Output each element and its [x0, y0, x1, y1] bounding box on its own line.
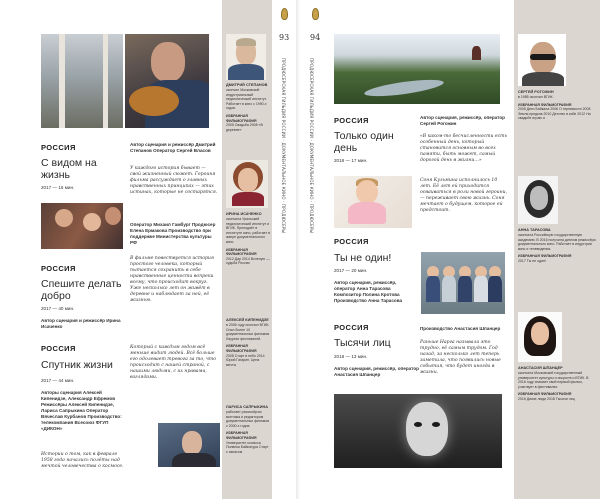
filmography-heading: ИЗБРАННАЯ ФИЛЬМОГРАФИЯ	[226, 344, 257, 353]
film-quote: «В каком-то бесчисленности есть особенный день, который становится основным во всех памяти, быть может, самый дорогой день в жизни…»	[420, 134, 508, 163]
person-name: СЕРГЕЙ РОГОЖИН	[518, 90, 554, 94]
photo-woman-portrait	[226, 160, 268, 208]
filmography-list: 2005 Дети Байкала 2006 О терпимости 2008 Земля предков 2010 Детство в избе 2012 На свадьбе играю я	[518, 107, 591, 121]
film-credits: Автор сценария, режиссёр, оператор Сергей Рогожин	[420, 115, 505, 126]
person-bio: окончила Уральский педагогический институт и ВГИК. Преподаёт в институте кино, работает в жанре документального кино.	[226, 217, 270, 244]
film-title: Только один день	[334, 130, 394, 154]
photo-baby-girl	[334, 176, 412, 228]
film-meta: 2018 — 13 мин.	[334, 354, 368, 359]
guild-emblem-icon	[312, 8, 319, 20]
photo-man-sunglasses	[518, 34, 566, 86]
film-title: Спутник жизни	[41, 359, 113, 371]
film-meta: 2017 — 20 мин.	[334, 268, 368, 273]
country-label: РОССИЯ	[334, 237, 369, 246]
sidebar-entry	[518, 228, 596, 264]
person-name: АНАСТАСИЯ ШПАНЦЕР	[518, 366, 563, 370]
filmography-list: 2017 Ты не один!	[518, 258, 546, 263]
country-label: РОССИЯ	[41, 143, 76, 152]
sidebar-entry	[226, 318, 270, 367]
photo-woman-bw	[518, 176, 558, 224]
person-bio: окончила Российскую государственную академию. В 2016 получила диплом режиссёра документального кино. Работает в индустрии кино и телевидения.	[518, 233, 596, 251]
filmography-heading: ИЗБРАННАЯ ФИЛЬМОГРАФИЯ	[518, 102, 572, 107]
filmography-list: 2012 Дар 2014 Вслепую — судьба России	[226, 256, 270, 266]
film-credits: Автор сценария и режиссёр Дмитрий Степанов Оператор Сергей Власов	[130, 142, 216, 153]
sidebar-entry	[226, 83, 270, 132]
photo-children	[41, 203, 123, 249]
filmography-list: Университет космоса Полвека Байконура Старт с запасом	[226, 440, 269, 454]
country-label: РОССИЯ	[334, 116, 369, 125]
filmography-list: 2016 Дикие люди 2018 Тысячи лиц	[518, 396, 575, 401]
photo-window-winter	[41, 34, 123, 128]
person-bio: в 1985 окончил ВГИК.	[518, 95, 554, 99]
film-credits: Автор сценария, режиссёр, оператор Анна Тарасова Композитор Полина Кротова Производство Анна Тарасова	[334, 280, 403, 303]
filmography-heading: ИЗБРАННАЯ ФИЛЬМОГРАФИЯ	[518, 254, 572, 259]
film-credits: Автор сценария и режиссёр Ирина Исаченко	[41, 318, 121, 329]
film-meta: 2017 — 16 мин.	[41, 185, 75, 190]
person-bio: работает режиссёром монтажа и редактором документальных фильмов с 2000-х годов.	[226, 410, 270, 428]
photo-director-portrait	[158, 423, 220, 467]
film-title: Тысячи лиц	[334, 337, 391, 349]
person-bio: в 2006 году окончил ВГИК. Снял более 10 документальных фильмов. Лауреат фестивалей.	[226, 323, 270, 341]
spine-running-title: ПРОДЮСЕРСКАЯ ГИЛЬДИЯ РОССИИ · ДОКУМЕНТАЛЬНОЕ КИНО · ПРОДЮСЕРЫ	[309, 58, 314, 234]
filmography-list: 2005 Свадьба 2008 «В деревне»	[226, 123, 263, 132]
film-body-2: Который с каждым годом всё меньше видит людей. Всё больше его одолевает тревога за то, что происходит с нашей страной, с нашими людьми, с их нравами, взглядами.	[130, 345, 217, 380]
person-name: ИРИНА ИСАЧЕНКО	[226, 212, 262, 216]
person-name: ЛАРИСА САПРЫКИНА	[226, 405, 268, 409]
person-name: ДМИТРИЙ СТЕПАНОВ	[226, 83, 268, 87]
country-label: РОССИЯ	[334, 323, 369, 332]
filmography-heading: ИЗБРАННАЯ ФИЛЬМОГРАФИЯ	[226, 431, 257, 440]
filmography-heading: ИЗБРАННАЯ ФИЛЬМОГРАФИЯ	[226, 247, 257, 257]
photo-man-portrait	[226, 34, 266, 80]
photo-river-landscape	[334, 34, 500, 104]
film-meta: 2017 — 40 мин.	[41, 306, 75, 311]
film-meta: 2018 — 17 мин.	[334, 158, 368, 163]
sidebar-entry	[226, 212, 270, 266]
film-title: Ты не один!	[334, 252, 392, 264]
country-label: РОССИЯ	[41, 264, 76, 273]
film-credits: Авторы сценария Алексей Кипенидзе, Александр Ефремов Режиссёры Алексей Кипенидзе, Лариса Сапрыкина Оператор Вячеслав Курбанов Производство: телекомпания Всесоюз ФГУП «ДИКОН»	[41, 390, 122, 431]
photo-mask-face	[334, 394, 502, 468]
spine-running-title: ПРОДЮСЕРСКАЯ ГИЛЬДИЯ РОССИИ · ДОКУМЕНТАЛЬНОЕ КИНО · ПРОДЮСЕРЫ	[281, 58, 286, 234]
person-bio: окончила Московский государственный университет культуры и искусств и ВГИК. В 2016 году снимает свой первый фильм, участвует в фестивалях.	[518, 371, 589, 389]
person-name: АЛЕКСЕЙ КИПЕНИДЗЕ	[226, 318, 269, 322]
film-body: В фильме повествуется история простого человека, который пытается сохранить в себе нравственные ценности вопреки всему, что происходит вокруг. Уже несколько лет он живёт в деревне и наблюдает за ней, её жизнью.	[130, 256, 214, 303]
film-quote: Истории о том, как в феврале 1958 года начались полёты над мечтой человечества о космосе.	[41, 452, 124, 469]
photo-woman-dark-hair	[518, 312, 562, 362]
film-meta: 2017 — 44 мин.	[41, 378, 75, 383]
page-number: 93	[279, 33, 290, 42]
country-label: РОССИЯ	[41, 344, 76, 353]
guild-emblem-icon	[281, 8, 288, 20]
film-body: Раньше Нарга называла это трудно, её самым трудом. Год назад, за несколько лет теперь заметила, что появились новые события, что будет иногда в жизни.	[420, 340, 501, 375]
photo-group-children	[421, 252, 505, 314]
filmography-heading: ИЗБРАННАЯ ФИЛЬМОГРАФИЯ	[518, 392, 572, 397]
film-title: С видом на жизнь	[41, 157, 97, 181]
film-producers: Производство Анастасия Шпанцер	[420, 326, 501, 331]
person-bio: окончил Московский индустриальный педагогический институт. Работает в кино с 1990-х годов.	[226, 88, 267, 111]
film-title: Спешите делать добро	[41, 278, 122, 302]
sidebar-entry	[518, 366, 596, 402]
filmography-heading: ИЗБРАННАЯ ФИЛЬМОГРАФИЯ	[226, 113, 257, 123]
sidebar-entry	[226, 405, 270, 454]
page-number: 94	[310, 33, 321, 42]
film-producers: Оператор Михаил Гамбург Продюсер Елена Ермакова Производство при поддержке Министерства культуры РФ	[130, 222, 216, 245]
film-credits: Автор сценария, режиссёр, оператор Анастасия Шпанцер	[334, 366, 419, 377]
film-body: Соня Кузьмина исполнилось 10 лет. Её лет ей приходится осваиваться в роли новой героини, — переживает свою жизнь. Соня мечтает о будущем, которое ей предстоит.	[420, 178, 508, 213]
person-name: АННА ТАРАСОВА	[518, 228, 551, 232]
sidebar-entry	[518, 90, 596, 121]
filmography-list: 2008 Старт в небо 2014 Юрий Гагарин. Цена мечты	[226, 353, 265, 367]
film-quote: У каждого история бывает — свой жизненный сюжет. Героиня фильма рассуждает о главных нравственных принципах — этих истинах, которые не состарятся.	[130, 166, 218, 195]
photo-man-with-cat	[125, 34, 209, 128]
